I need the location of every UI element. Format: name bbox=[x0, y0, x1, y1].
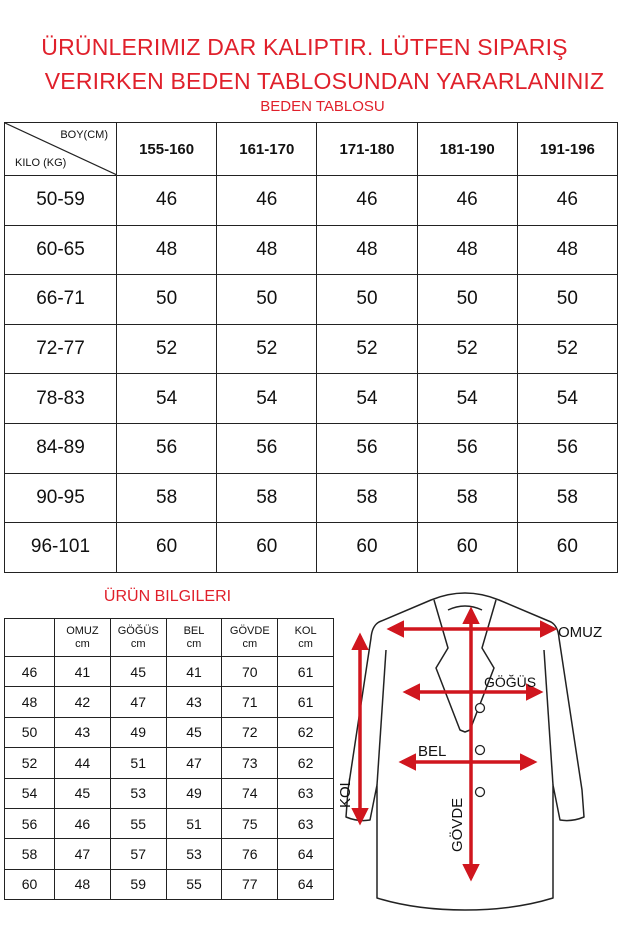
bel-label: BEL bbox=[418, 743, 447, 760]
table-row bbox=[5, 176, 618, 226]
table-row bbox=[5, 717, 334, 747]
size-table bbox=[4, 122, 618, 573]
size-cell: 60 bbox=[217, 523, 317, 573]
height-header: 181-190 bbox=[417, 123, 517, 176]
table-row bbox=[5, 657, 334, 687]
product-info-table bbox=[4, 618, 334, 900]
measure-cell: 62 bbox=[278, 717, 334, 747]
info-corner bbox=[5, 619, 55, 657]
size-cell: 54 bbox=[217, 374, 317, 424]
size-cell: 54 bbox=[417, 374, 517, 424]
size-cell: 54 bbox=[117, 374, 217, 424]
measure-cell: 47 bbox=[110, 687, 166, 717]
measure-cell: 72 bbox=[222, 717, 278, 747]
sleeve-seam-left bbox=[377, 650, 386, 785]
measure-cell: 63 bbox=[278, 808, 334, 838]
measure-cell: 45 bbox=[166, 717, 222, 747]
size-cell: 52 bbox=[417, 324, 517, 374]
kilo-range: 96-101 bbox=[5, 523, 117, 573]
size-label: 48 bbox=[5, 687, 55, 717]
measure-cell: 64 bbox=[278, 839, 334, 869]
measure-cell: 46 bbox=[55, 808, 111, 838]
measure-cell: 55 bbox=[110, 808, 166, 838]
measure-cell: 45 bbox=[55, 778, 111, 808]
size-cell: 48 bbox=[417, 225, 517, 275]
size-cell: 60 bbox=[417, 523, 517, 573]
info-header-row bbox=[5, 619, 334, 657]
size-cell: 52 bbox=[317, 324, 417, 374]
sleeve-seam-right bbox=[544, 650, 553, 785]
size-cell: 56 bbox=[517, 423, 617, 473]
size-label: 60 bbox=[5, 869, 55, 899]
size-cell: 60 bbox=[317, 523, 417, 573]
table-row bbox=[5, 748, 334, 778]
kilo-range: 78-83 bbox=[5, 374, 117, 424]
kilo-label: KILO (KG) bbox=[15, 157, 67, 169]
size-label: 50 bbox=[5, 717, 55, 747]
size-cell: 56 bbox=[117, 423, 217, 473]
size-cell: 56 bbox=[317, 423, 417, 473]
measure-cell: 43 bbox=[166, 687, 222, 717]
size-label: 52 bbox=[5, 748, 55, 778]
table-row bbox=[5, 225, 618, 275]
jacket-neck bbox=[448, 606, 482, 610]
measure-cell: 76 bbox=[222, 839, 278, 869]
size-cell: 46 bbox=[517, 176, 617, 226]
measure-cell: 61 bbox=[278, 657, 334, 687]
measure-cell: 59 bbox=[110, 869, 166, 899]
measure-cell: 74 bbox=[222, 778, 278, 808]
notice-line-2: VERIRKEN BEDEN TABLOSUNDAN YARARLANINIZ bbox=[44, 68, 605, 94]
kilo-range: 60-65 bbox=[5, 225, 117, 275]
size-cell: 56 bbox=[417, 423, 517, 473]
measure-cell: 48 bbox=[55, 869, 111, 899]
measure-cell: 51 bbox=[166, 808, 222, 838]
size-label: 58 bbox=[5, 839, 55, 869]
measure-cell: 55 bbox=[166, 869, 222, 899]
table-row bbox=[5, 778, 334, 808]
govde-label: GÖVDE bbox=[449, 797, 466, 852]
size-cell: 58 bbox=[417, 473, 517, 523]
measure-cell: 49 bbox=[110, 717, 166, 747]
measure-cell: 47 bbox=[55, 839, 111, 869]
measure-cell: 45 bbox=[110, 657, 166, 687]
measure-cell: 70 bbox=[222, 657, 278, 687]
column-header: GÖĞÜS cm bbox=[110, 619, 166, 657]
height-header: 161-170 bbox=[217, 123, 317, 176]
measure-cell: 73 bbox=[222, 748, 278, 778]
measure-cell: 63 bbox=[278, 778, 334, 808]
size-label: 46 bbox=[5, 657, 55, 687]
measure-cell: 57 bbox=[110, 839, 166, 869]
size-cell: 46 bbox=[317, 176, 417, 226]
size-cell: 56 bbox=[217, 423, 317, 473]
table-row bbox=[5, 839, 334, 869]
size-cell: 48 bbox=[117, 225, 217, 275]
kilo-range: 66-71 bbox=[5, 275, 117, 325]
size-cell: 46 bbox=[217, 176, 317, 226]
jacket-measurement-diagram bbox=[336, 580, 618, 926]
column-header: OMUZ cm bbox=[55, 619, 111, 657]
measure-cell: 42 bbox=[55, 687, 111, 717]
table-row bbox=[5, 523, 618, 573]
size-cell: 46 bbox=[417, 176, 517, 226]
kilo-range: 90-95 bbox=[5, 473, 117, 523]
size-cell: 48 bbox=[217, 225, 317, 275]
column-header: GÖVDE cm bbox=[222, 619, 278, 657]
size-cell: 52 bbox=[117, 324, 217, 374]
height-header: 171-180 bbox=[317, 123, 417, 176]
measure-cell: 75 bbox=[222, 808, 278, 838]
notice-line-1: ÜRÜNLERIMIZ DAR KALIPTIR. LÜTFEN SIPARIŞ bbox=[41, 34, 568, 60]
measure-cell: 41 bbox=[166, 657, 222, 687]
size-cell: 58 bbox=[117, 473, 217, 523]
kilo-range: 50-59 bbox=[5, 176, 117, 226]
measure-cell: 62 bbox=[278, 748, 334, 778]
measure-cell: 77 bbox=[222, 869, 278, 899]
measure-cell: 43 bbox=[55, 717, 111, 747]
table-row bbox=[5, 275, 618, 325]
measure-cell: 53 bbox=[110, 778, 166, 808]
table-row bbox=[5, 869, 334, 899]
size-table-title: BEDEN TABLOSU bbox=[260, 98, 385, 115]
button-2 bbox=[476, 746, 485, 755]
size-cell: 50 bbox=[517, 275, 617, 325]
size-cell: 58 bbox=[517, 473, 617, 523]
omuz-label: OMUZ bbox=[558, 624, 603, 641]
boy-label: BOY(CM) bbox=[60, 129, 108, 141]
table-row bbox=[5, 687, 334, 717]
size-cell: 58 bbox=[217, 473, 317, 523]
size-label: 56 bbox=[5, 808, 55, 838]
table-row bbox=[5, 423, 618, 473]
size-cell: 50 bbox=[117, 275, 217, 325]
table-row bbox=[5, 808, 334, 838]
measure-cell: 47 bbox=[166, 748, 222, 778]
column-header: KOL cm bbox=[278, 619, 334, 657]
measure-cell: 71 bbox=[222, 687, 278, 717]
measure-cell: 51 bbox=[110, 748, 166, 778]
jacket-collar bbox=[434, 600, 496, 732]
size-cell: 50 bbox=[417, 275, 517, 325]
size-cell: 54 bbox=[517, 374, 617, 424]
size-cell: 60 bbox=[117, 523, 217, 573]
kilo-range: 84-89 bbox=[5, 423, 117, 473]
size-cell: 50 bbox=[217, 275, 317, 325]
kol-label: KOL bbox=[337, 777, 354, 808]
size-cell: 48 bbox=[517, 225, 617, 275]
measure-cell: 53 bbox=[166, 839, 222, 869]
size-cell: 52 bbox=[517, 324, 617, 374]
jacket-outline bbox=[346, 593, 584, 910]
size-table-corner bbox=[5, 123, 117, 176]
size-label: 54 bbox=[5, 778, 55, 808]
table-row bbox=[5, 374, 618, 424]
button-1 bbox=[476, 704, 485, 713]
size-cell: 50 bbox=[317, 275, 417, 325]
button-3 bbox=[476, 788, 485, 797]
kilo-range: 72-77 bbox=[5, 324, 117, 374]
measure-cell: 61 bbox=[278, 687, 334, 717]
size-cell: 48 bbox=[317, 225, 417, 275]
measure-cell: 49 bbox=[166, 778, 222, 808]
size-cell: 52 bbox=[217, 324, 317, 374]
gogus-label: GÖĞÜS bbox=[484, 674, 537, 690]
height-header: 155-160 bbox=[117, 123, 217, 176]
size-cell: 46 bbox=[117, 176, 217, 226]
measure-cell: 44 bbox=[55, 748, 111, 778]
size-cell: 60 bbox=[517, 523, 617, 573]
table-row bbox=[5, 324, 618, 374]
size-table-header-row bbox=[5, 123, 618, 176]
height-header: 191-196 bbox=[517, 123, 617, 176]
table-row bbox=[5, 473, 618, 523]
measure-cell: 64 bbox=[278, 869, 334, 899]
product-info-title: ÜRÜN BILGILERI bbox=[103, 588, 232, 605]
column-header: BEL cm bbox=[166, 619, 222, 657]
size-cell: 58 bbox=[317, 473, 417, 523]
size-cell: 54 bbox=[317, 374, 417, 424]
measure-cell: 41 bbox=[55, 657, 111, 687]
